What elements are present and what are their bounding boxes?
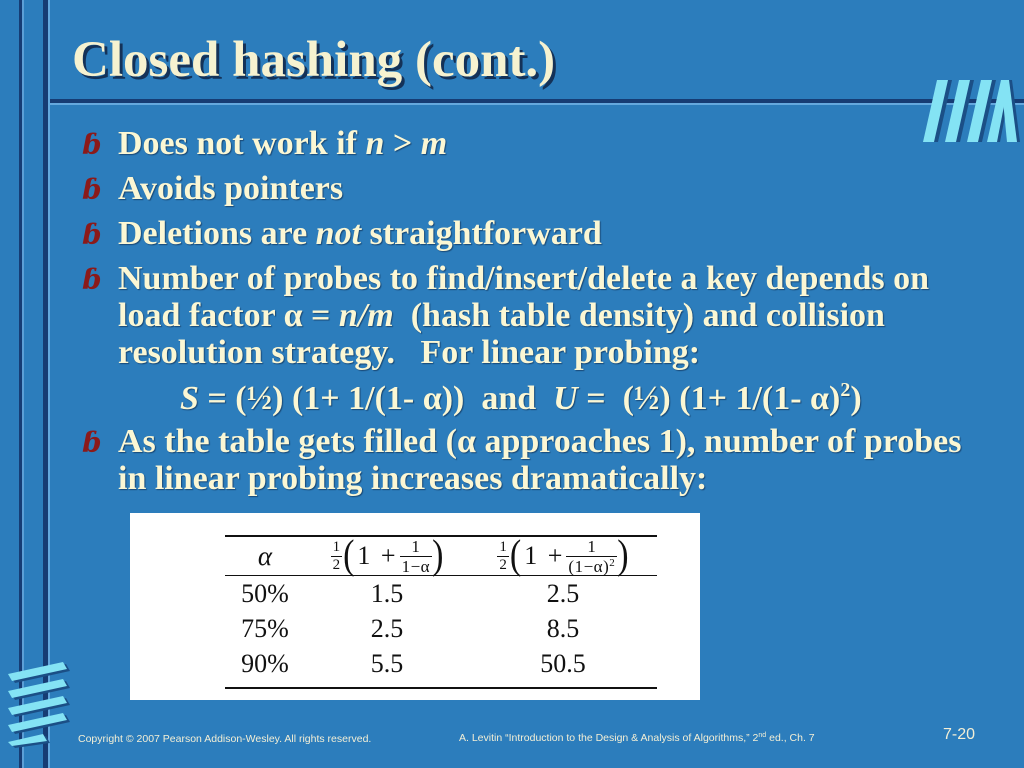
bullet-line: resolution strategy. For linear probing: [118, 334, 701, 371]
bullet-item [82, 125, 447, 163]
bullet-line: Number of probes to find/insert/delete a key depends on [118, 260, 930, 297]
table-header-successful [305, 533, 469, 578]
formula-exponent: 2 [840, 379, 851, 401]
table-cell: 50.5 [540, 648, 586, 678]
formula-text: = (½) (1+ 1/(1- α) [577, 380, 841, 417]
bullet-text [118, 423, 961, 497]
bullet-icon: ɓ [82, 128, 102, 161]
table-cell: 90% [241, 648, 289, 678]
formula-lead: 1 + [357, 541, 396, 570]
text-run: > [384, 125, 421, 162]
fraction-denominator: 2 [499, 556, 507, 573]
formula-text: = (½) (1+ 1/(1- α)) and [198, 380, 554, 417]
text-run: Does not work if [118, 125, 366, 162]
half-fraction [331, 540, 343, 573]
frame-vertical-line [19, 0, 22, 768]
bullet-icon: ɓ [82, 218, 102, 251]
slanted-bars-logo-icon [914, 78, 1020, 144]
probe-table [225, 535, 657, 689]
stacked-stripes-logo-icon [6, 658, 74, 748]
formula-symbol-u: U [553, 380, 578, 417]
page-number: 7-20 [943, 726, 976, 743]
text-run: (hash table density) and collision [393, 297, 885, 334]
bullet-text [118, 125, 447, 162]
reciprocal-fraction [400, 538, 433, 575]
load-factor-ratio: n/m [338, 297, 394, 334]
bullet-text [118, 170, 343, 207]
probe-table-image [130, 513, 700, 700]
open-paren: ( [343, 533, 355, 578]
table-cell: 1.5 [370, 578, 404, 608]
half-fraction [497, 540, 509, 573]
alpha-symbol: α [257, 540, 273, 571]
bullet-line: in linear probing increases dramatically: [118, 460, 708, 497]
bullet-item [82, 423, 961, 497]
bullet-item [82, 170, 343, 208]
close-paren: ) [617, 533, 629, 578]
bullet-item [82, 215, 602, 253]
frame-vertical-line [43, 0, 48, 768]
citation-ordinal: nd [758, 732, 767, 739]
bullet-item [82, 260, 929, 371]
fraction-numerator: 1 [587, 536, 597, 556]
probe-formula [180, 380, 862, 417]
formula-lead: 1 + [524, 541, 563, 570]
fraction-denominator: 2 [332, 556, 341, 573]
citation-text: A. Levitin “Introduction to the Design & Analysis of Algorithms,” 2 [459, 732, 759, 744]
citation-text: ed., Ch. 7 [766, 732, 815, 744]
bullet-icon: ɓ [82, 173, 102, 206]
variable-n: n [365, 125, 385, 162]
close-paren: ) [432, 533, 444, 578]
fraction-numerator: 1 [332, 538, 341, 555]
denominator-base: (1−α) [568, 556, 610, 576]
open-paren: ( [509, 533, 522, 578]
bullet-line [118, 215, 602, 252]
bullet-line: As the table gets filled (α approaches 1), number of probes [118, 423, 962, 460]
fraction-numerator: 1 [499, 538, 507, 555]
bullet-line [118, 125, 447, 162]
bullet-icon: ɓ [82, 263, 102, 296]
title-underline [50, 99, 1024, 103]
bullet-line: Avoids pointers [118, 170, 344, 207]
table-cell: 50% [241, 578, 289, 608]
table-cell: 5.5 [370, 648, 404, 678]
bullet-icon: ɓ [82, 426, 102, 459]
table-cell: 75% [241, 613, 289, 643]
emphasis: not [315, 215, 362, 252]
formula-symbol-s: S [180, 380, 199, 417]
fraction-denominator: 1−α [401, 556, 431, 576]
slide-title: Closed hashing (cont.) [72, 32, 556, 88]
table-cell: 8.5 [546, 613, 580, 643]
text-run: Deletions are [118, 215, 316, 252]
table-cell: 2.5 [546, 578, 580, 608]
text-run: load factor α = [118, 297, 339, 334]
bullet-text [118, 215, 602, 252]
bullet-text [118, 260, 929, 371]
denominator-exponent: 2 [609, 556, 616, 569]
reciprocal-fraction [566, 538, 617, 575]
table-cell: 2.5 [370, 613, 404, 643]
table-header-unsuccessful [469, 533, 657, 578]
text-run: straightforward [361, 215, 602, 252]
bullet-line [118, 297, 929, 334]
fraction-numerator: 1 [411, 536, 421, 556]
copyright-notice: Copyright © 2007 Pearson Addison-Wesley. All rights reserved. [78, 733, 372, 745]
formula-text: ) [850, 380, 862, 417]
table-header-alpha [225, 537, 305, 576]
fraction-denominator [566, 556, 617, 575]
variable-m: m [420, 125, 448, 162]
book-citation [459, 731, 815, 745]
